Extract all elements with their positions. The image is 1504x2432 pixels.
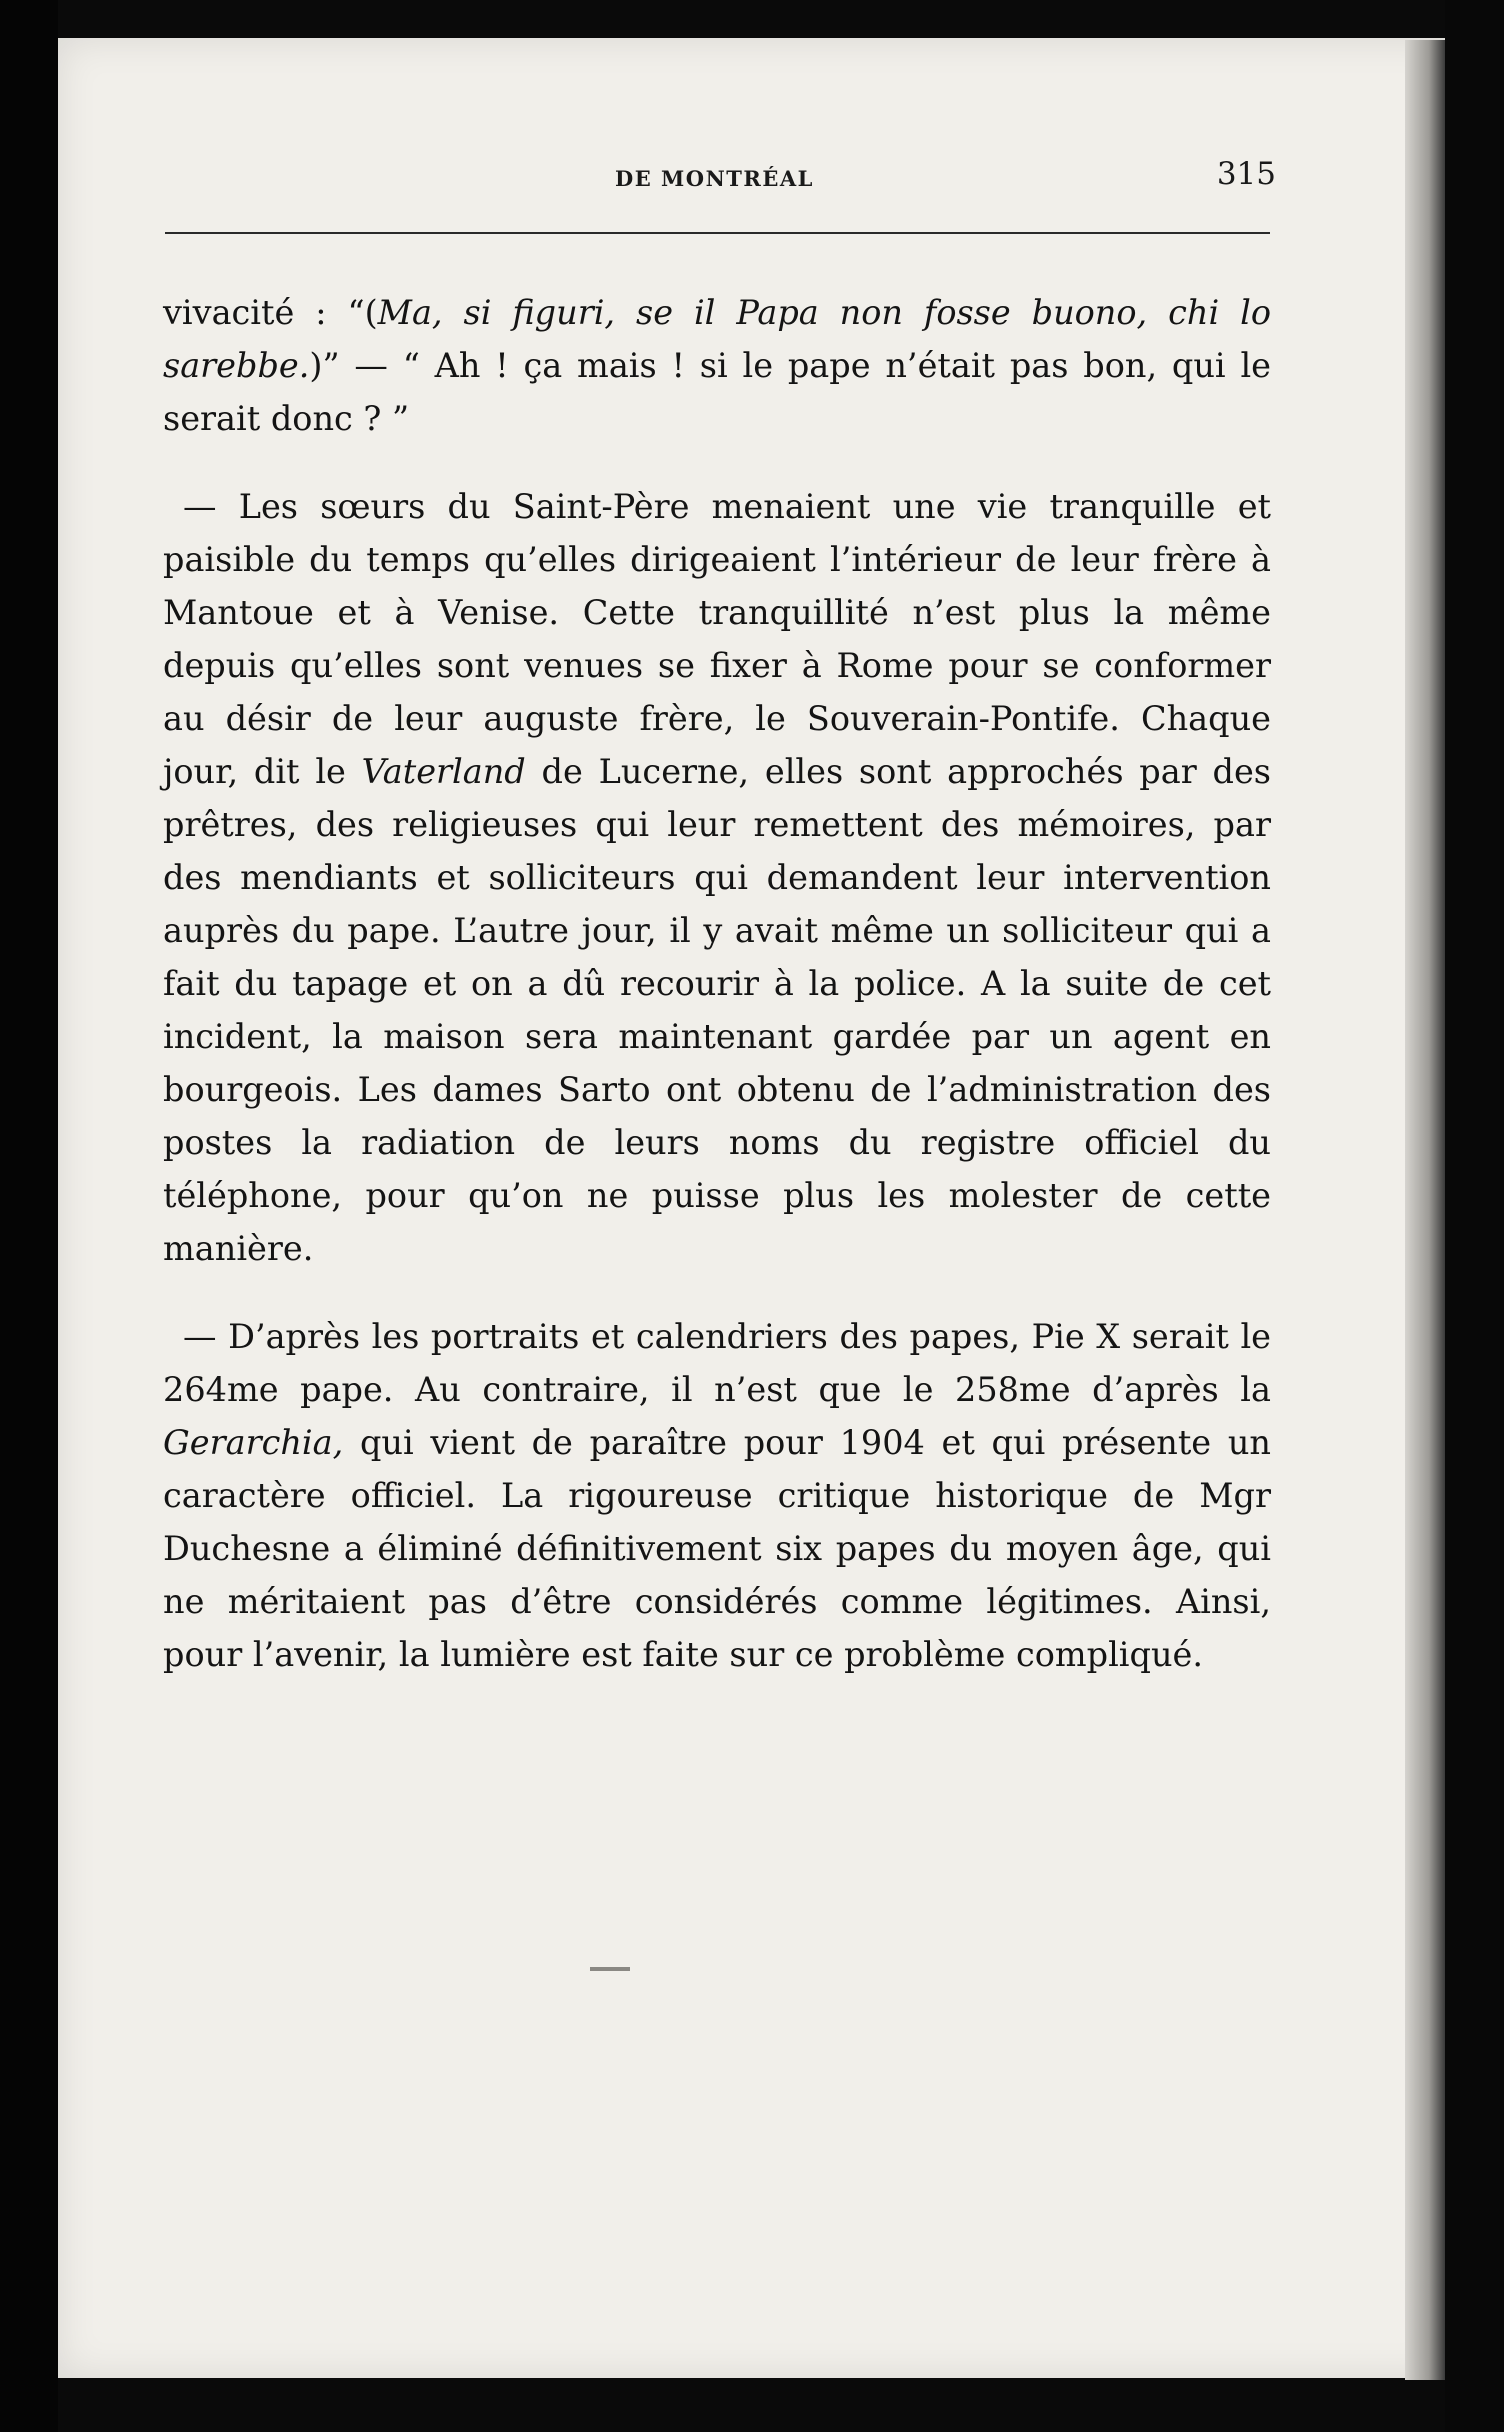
paragraph-3-part1: — D’après les portraits et calendriers des papes, Pie X serait le 264me pape. Au contraire, il n’est que le 258me d’après la xyxy=(163,1317,1271,1409)
paragraph-2 xyxy=(163,480,1271,1275)
paragraph-1-intro: vivacité : “( xyxy=(163,293,378,332)
paragraph-2-part2: de Lucerne, elles sont approchés par des prêtres, des religieuses qui leur remettent des mémoires, par des mendiants et solliciteurs qui demandent leur intervention auprès du pape. L’autre jour, il y avait même un solliciteur qui a fait du tapage et on a dû recourir à la police. A la suite de cet incident, la maison sera maintenant gardée par un agent en bourgeois. Les dames Sarto ont obtenu de l’administration des postes la radiation de leurs noms du registre officiel du téléphone, pour qu’on ne puisse plus les molester de cette manière. xyxy=(163,752,1271,1268)
gerarchia-title: Gerarchia, xyxy=(163,1423,344,1462)
scan-margin-left xyxy=(0,0,58,2432)
italian-quote: Ma, si figuri, se il Papa non fosse buono, chi lo sarebbe. xyxy=(163,293,1271,385)
paragraph-1-rest: )” — “ Ah ! ça mais ! si le pape n’était pas bon, qui le serait donc ? ” xyxy=(163,346,1271,438)
paragraph-2-part1: — Les sœurs du Saint-Père menaient une vie tranquille et paisible du temps qu’elles dirigeaient l’intérieur de leur frère à Mantoue et à Venise. Cette tranquillité n’est plus la même depuis qu’elles sont venues se fixer à Rome pour se conformer au désir de leur auguste frère, le Souverain-Pontife. Chaque jour, dit le xyxy=(163,487,1271,791)
page-number: 315 xyxy=(1216,156,1276,192)
paragraph-1 xyxy=(163,286,1271,445)
page-header xyxy=(165,152,1276,202)
body-text xyxy=(163,286,1271,1681)
running-head: DE MONTRÉAL xyxy=(615,166,814,191)
paragraph-3-part2: qui vient de paraître pour 1904 et qui présente un caractère officiel. La rigoureuse critique historique de Mgr Duchesne a éliminé définitivement six papes du moyen âge, qui ne méritaient pas d’être considérés comme légitimes. Ainsi, pour l’avenir, la lumière est faite sur ce problème compliqué. xyxy=(163,1423,1271,1674)
scan-margin-right xyxy=(1445,0,1504,2432)
paragraph-3 xyxy=(163,1310,1271,1681)
vaterland-title: Vaterland xyxy=(361,752,526,791)
header-rule xyxy=(165,232,1270,234)
page-edge-shadow xyxy=(1405,40,1445,2380)
bottom-mark xyxy=(590,1967,630,1971)
